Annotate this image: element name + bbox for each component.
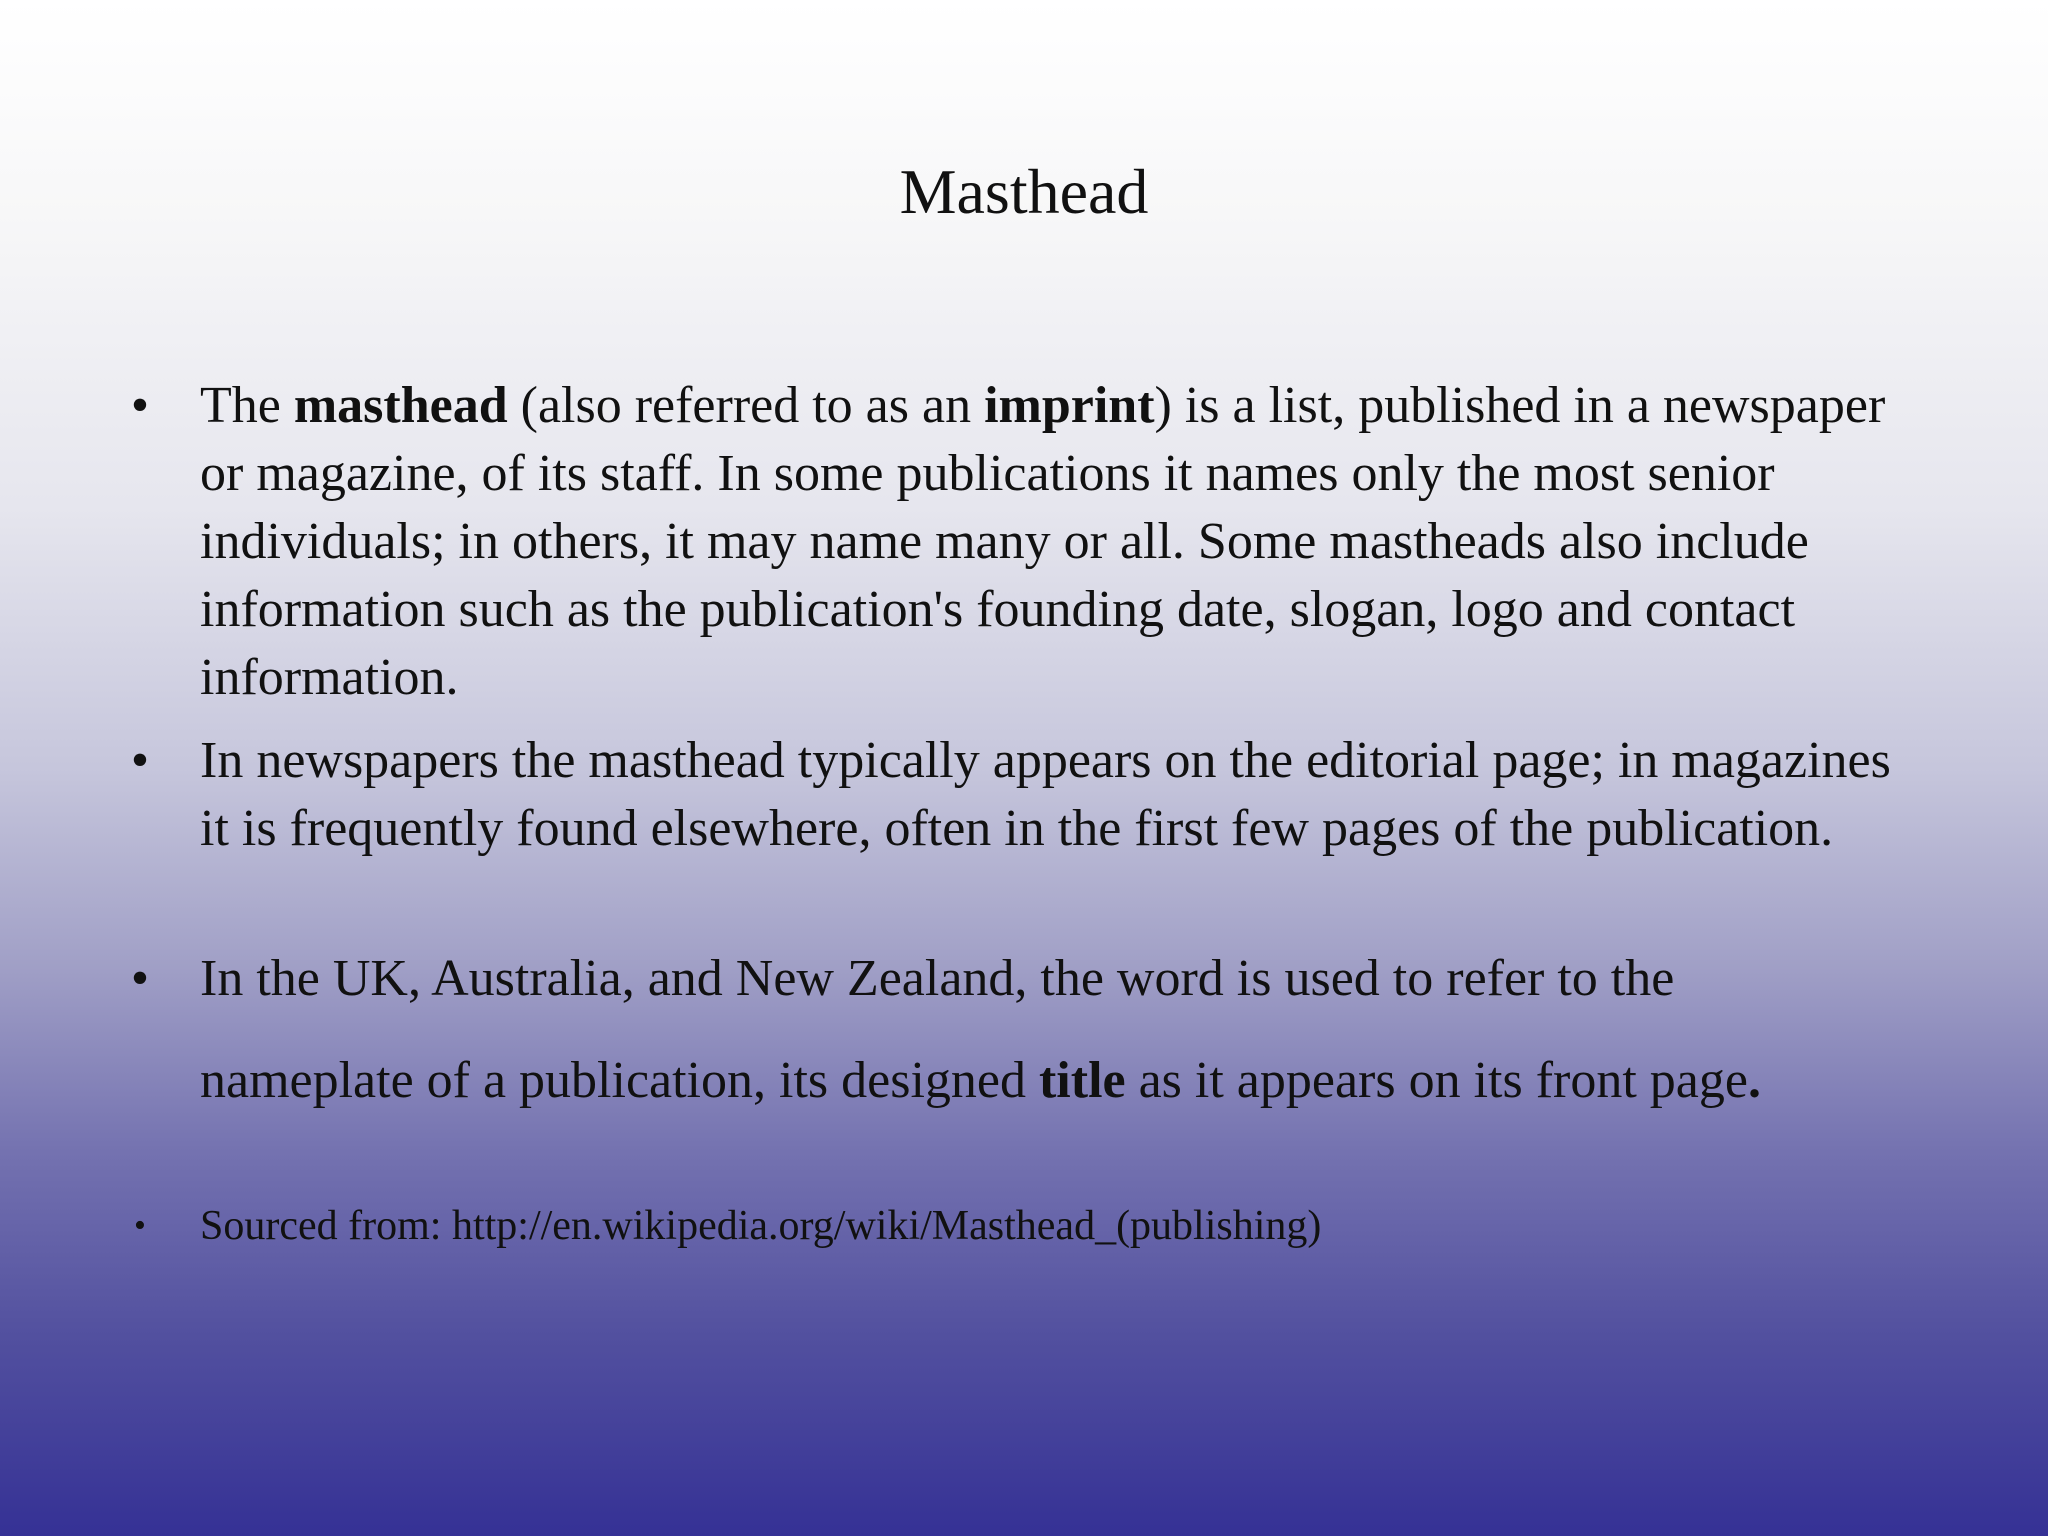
bullet-text-line-2 (200, 1047, 1920, 1115)
bullet-icon: • (134, 1207, 146, 1244)
text-segment: nameplate of a publication, its designed (200, 1052, 1039, 1109)
source-citation: Sourced from: http://en.wikipedia.org/wiki/Masthead_(publishing) (200, 1203, 1322, 1249)
bullet-icon: • (130, 950, 150, 1007)
text-segment: as it appears on its front page (1125, 1052, 1748, 1109)
bullet-icon: • (130, 732, 150, 789)
bold-term-title: title (1038, 1052, 1126, 1109)
slide-title: Masthead (899, 156, 1149, 227)
bullet-text: In newspapers the masthead typically appears on the editorial page; in magazines it is frequently found elsewhere, often in the first few pages of the publication. (200, 732, 1891, 857)
bold-term-masthead: masthead (293, 377, 508, 434)
bullet-text-line-1: In the UK, Australia, and New Zealand, the word is used to refer to the (200, 950, 1675, 1007)
bullet-item-newspapers (130, 727, 1920, 863)
bold-term-imprint: imprint (984, 377, 1155, 434)
text-segment: ) is a list, published in a newspaper or magazine, of its staff. In some publications it names only the most senior individuals; in others, it may name many or all. Some mastheads also include information such as the publication's founding date, slogan, logo and contact information. (200, 377, 1886, 706)
text-segment: (also referred to as an (507, 377, 985, 434)
bullet-text (200, 377, 1885, 706)
bullet-item-source (134, 1201, 1920, 1251)
bold-period: . (1747, 1052, 1761, 1109)
text-segment: The (200, 377, 294, 434)
bullet-item-uk-usage (130, 945, 1920, 1115)
bullet-icon: • (130, 377, 150, 434)
bullet-item-masthead-definition (130, 372, 1920, 712)
